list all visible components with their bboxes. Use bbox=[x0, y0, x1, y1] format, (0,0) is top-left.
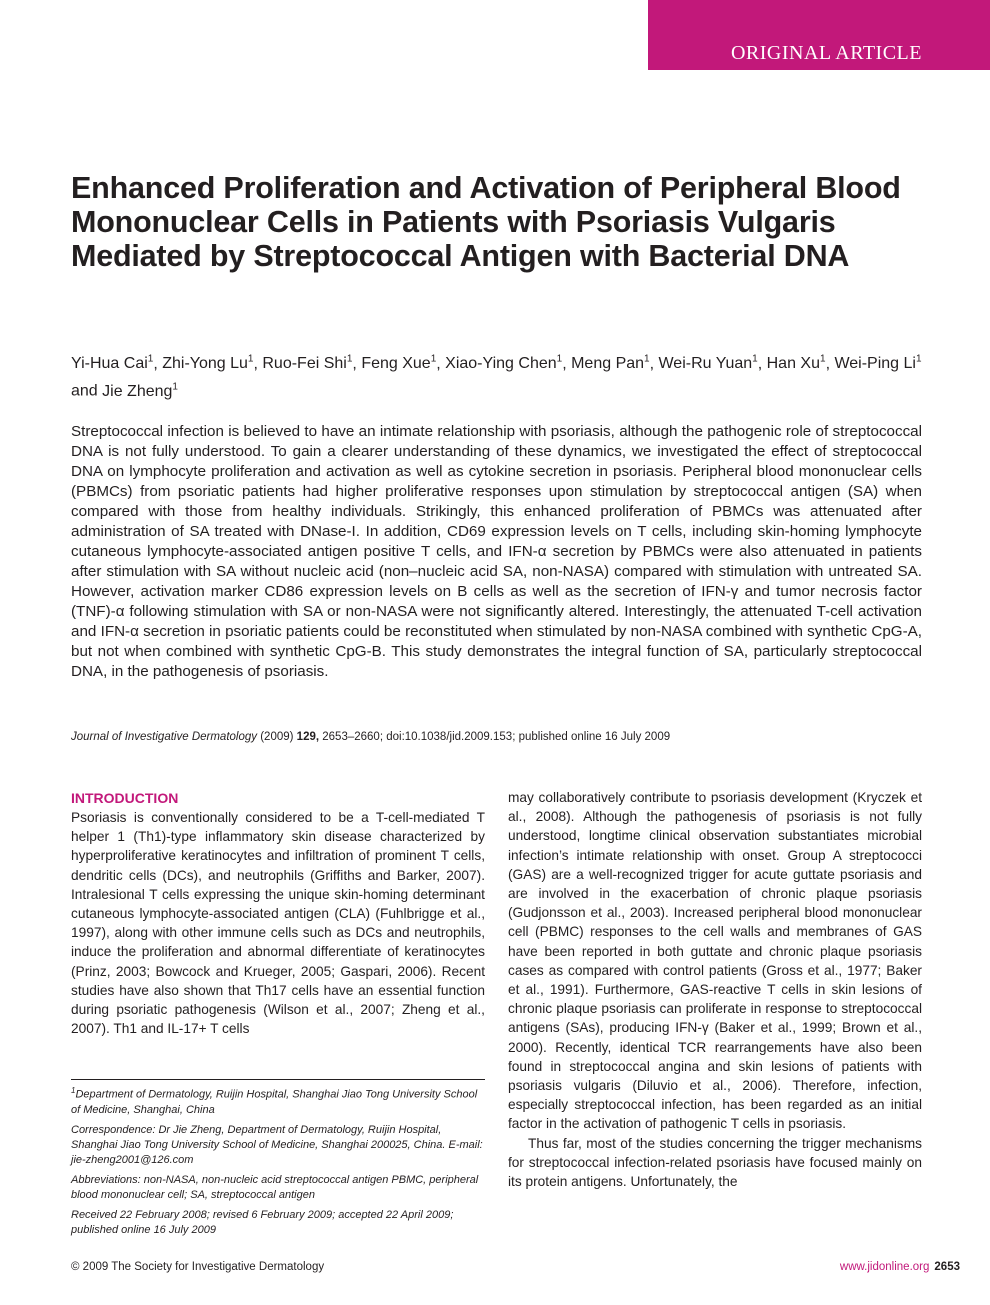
author-name: Jie Zheng$^1$ bbox=[102, 381, 178, 400]
introduction-heading: INTRODUCTION bbox=[71, 790, 179, 806]
article-type-label: ORIGINAL ARTICLE bbox=[730, 42, 922, 64]
abstract: Streptococcal infection is believed to have an intimate relationship with psoriasis, although the pathogenic role of streptococcal DNA is not fully understood. To gain a clearer understanding of these dynamics, we investigated the effect of streptococcal DNA on lymphocyte proliferation and activation as well as cytokine secretion in psoriasis. Peripheral blood mononuclear cells (PBMCs) from psoriatic patients had higher proliferative responses upon stimulation by streptococcal antigen (SA) when compared with those from healthy individuals. Strikingly, this enhanced proliferation of PBMCs was attenuated after administration of SA treated with DNase-I. In addition, CD69 expression levels on T cells, including skin-homing lymphocyte cutaneous lymphocyte-associated antigen positive T cells, and IFN-α secretion by PBMCs were also attenuated in patients after stimulation with SA without nucleic acid (non–nucleic acid SA, non-NASA) compared with stimulation with untreated SA. However, activation marker CD86 expression levels on B cells as well as the secretion of IFN-γ and tumor necrosis factor (TNF)-α following stimulation with SA or non-NASA were not significantly altered. Interestingly, the attenuated T-cell activation and IFN-α secretion in psoriatic patients could be reconstituted when stimulated by non-NASA combined with synthetic CpG-A, but not when combined with synthetic CpG-B. This study demonstrates the integral function of SA, particularly streptococcal DNA, in the pathogenesis of psoriasis. bbox=[71, 423, 922, 680]
author-name: Meng Pan$^1$ bbox=[571, 354, 650, 373]
left-column bbox=[71, 788, 485, 1038]
affiliation-marker: 1 bbox=[556, 354, 563, 365]
citation-line bbox=[71, 731, 931, 743]
page-footer bbox=[840, 1261, 960, 1273]
affiliation-marker: 1 bbox=[915, 354, 922, 365]
author-name: Feng Xue$^1$ bbox=[361, 354, 437, 373]
affiliation-marker: 1 bbox=[752, 354, 758, 365]
affiliation-marker: 1 bbox=[346, 354, 353, 365]
affiliation-marker: 1 bbox=[172, 381, 178, 393]
copyright-notice: © 2009 The Society for Investigative Dermatology bbox=[71, 1261, 325, 1273]
author-name: Wei-Ru Yuan$^1$ bbox=[658, 354, 758, 373]
author-name: Zhi-Yong Lu$^1$ bbox=[162, 354, 254, 373]
body-paragraph: Thus far, most of the studies concerning the trigger mechanisms for streptococcal infection-related psoriasis have focused mainly on its protein antigens. Unfortunately, the bbox=[508, 1135, 922, 1190]
author-name: Xiao-Ying Chen$^1$ bbox=[445, 354, 563, 373]
journal-name: Journal of Investigative Dermatology bbox=[71, 731, 258, 743]
affiliation-marker: 1 bbox=[820, 354, 826, 365]
citation-volume: 129, bbox=[296, 731, 320, 743]
page-number: 2653 bbox=[934, 1261, 960, 1273]
author-name: Wei-Ping Li$^1$ bbox=[834, 354, 922, 373]
affiliation-marker: 1 bbox=[147, 354, 154, 365]
affiliation-marker: 1 bbox=[644, 354, 650, 365]
introduction-paragraph: Psoriasis is conventionally considered to be a T-cell-mediated T helper 1 (Th1)-type inflammatory skin disease characterized by hyperproliferative keratinocytes and infiltration of prominent T cells, dendritic cells (DCs), and neutrophils (Griffiths and Barker, 2007). Intralesional T cells expressing the unique skin-homing determinant cutaneous lymphocyte-associated antigen (CLA) (Fuhlbrigge et al., 1997), along with other immune cells such as DCs and neutrophils, induce the proliferation and abnormal differentiate of keratinocytes (Prinz, 2003; Bowcock and Krueger, 2005; Gaspari, 2006). Recent studies have also shown that Th17 cells have an essential function during psoriatic pathogenesis (Wilson et al., 2007; Zheng et al., 2007). Th1 and IL-17+ T cells bbox=[71, 810, 485, 1037]
article-type-banner bbox=[648, 0, 990, 70]
footnote-affiliation: $^1$Department of Dermatology, Ruijin Hospital, Shanghai Jiao Tong University School of Medicine, Shanghai, China bbox=[71, 1086, 478, 1116]
citation-details: 2653–2660; doi:10.1038/jid.2009.153; published online 16 July 2009 bbox=[322, 731, 671, 743]
right-column bbox=[508, 788, 922, 1191]
article-title: Enhanced Proliferation and Activation of Peripheral Blood Mononuclear Cells in Patients with Psoriasis Vulgaris Mediated by Streptococcal Antigen with Bacterial DNA bbox=[71, 171, 901, 273]
affiliation-marker: 1 bbox=[430, 354, 437, 365]
body-paragraph: may collaboratively contribute to psoriasis development (Kryczek et al., 2008). Although the pathogenesis of psoriasis is not fully understood, longtime clinical observation substantiates microbial infection’s intimate relationship with onset. Group A streptococci (GAS) are a well-recognized trigger for acute guttate psoriasis and are involved in the exacerbation of chronic plaque psoriasis (Gudjonsson et al., 2003). Increased peripheral blood mononuclear cell (PBMC) responses to the cell walls and membranes of GAS have been reported in both guttate and chronic plaque psoriasis cases as compared with control patients (Gross et al., 1977; Baker et al., 1991). Furthermore, GAS-reactive T cells in skin lesions of chronic plaque psoriasis can proliferate in response to streptococcal antigens (SAs), producing IFN-γ (Baker et al., 1999; Brown et al., 2000). Recently, identical TCR rearrangements have also been found in streptococcal angina and skin lesions of patients with psoriasis vulgaris (Diluvio et al., 2006). Therefore, infection, especially streptococcal infection, has been regarded as an initial factor in the activation of pathogenic T cells in psoriasis. bbox=[508, 790, 922, 1132]
author-list: Yi-Hua Cai$^1$, Zhi-Yong Lu$^1$, Ruo-Fei Shi$^1$, Feng Xue$^1$, Xiao-Ying Chen$^1$, Meng Pan$^1$, Wei-Ru Yuan$^1$, Han Xu$^1$, Wei-Ping Li$^1$ and Jie Zheng$^1$ bbox=[71, 354, 922, 400]
footnotes bbox=[71, 1079, 485, 1243]
author-name: Han Xu$^1$ bbox=[766, 354, 826, 373]
footnote-abbreviations: Abbreviations: non-NASA, non-nucleic acid streptococcal antigen PBMC, peripheral blood mononuclear cell; SA, streptococcal antigen bbox=[71, 1173, 479, 1201]
affiliation-marker: 1 bbox=[247, 354, 254, 365]
author-name: Ruo-Fei Shi$^1$ bbox=[262, 354, 353, 373]
journal-url-link[interactable]: www.jidonline.org bbox=[839, 1261, 930, 1273]
footnote-correspondence: Correspondence: Dr Jie Zheng, Department of Dermatology, Ruijin Hospital, Shanghai Jiao Tong University School of Medicine, Shanghai 200025, China. E-mail: jie-zheng2001@126.com bbox=[71, 1123, 483, 1166]
author-name: Yi-Hua Cai$^1$ bbox=[71, 354, 154, 373]
footnote-dates: Received 22 February 2008; revised 6 February 2009; accepted 22 April 2009; published online 16 July 2009 bbox=[71, 1208, 454, 1236]
citation-year: (2009) bbox=[260, 731, 294, 743]
